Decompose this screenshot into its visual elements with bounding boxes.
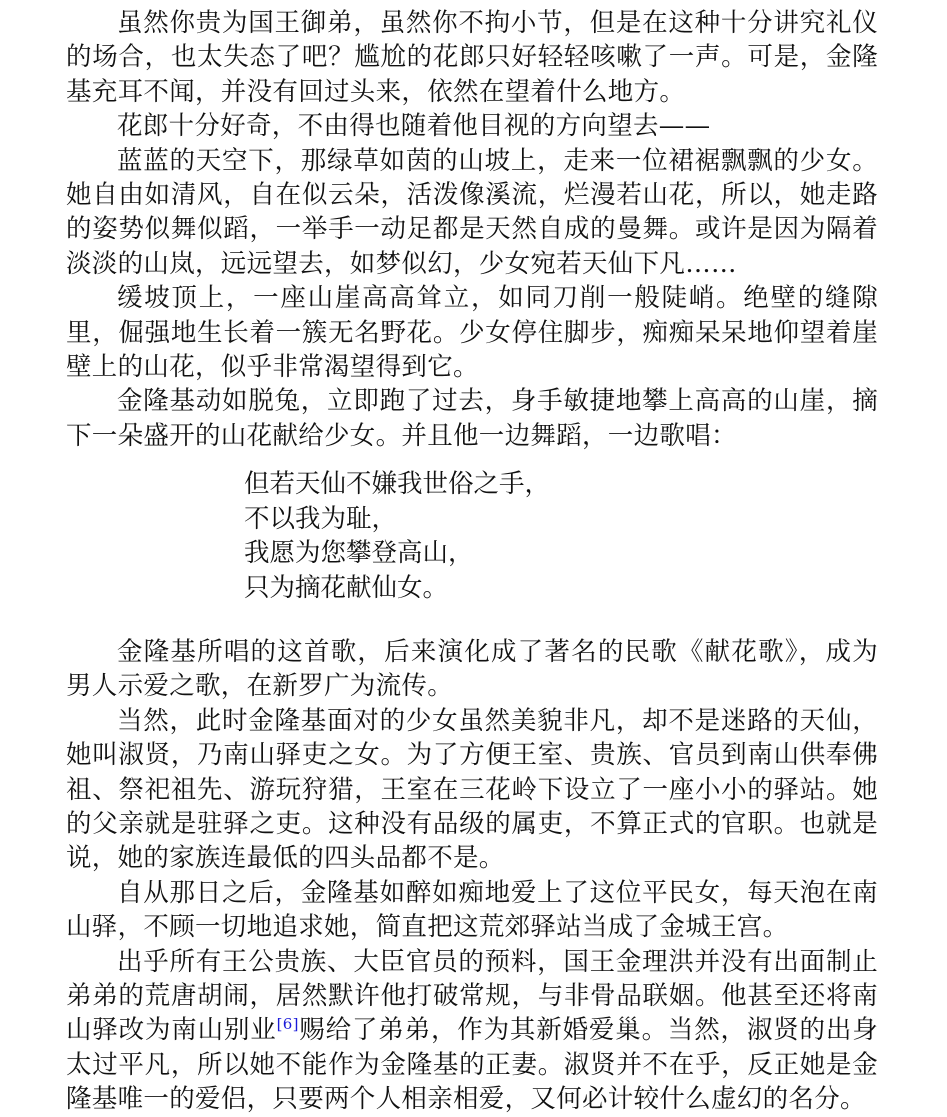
paragraph-with-footnote — [66, 945, 878, 1117]
paragraph: 缓坡顶上，一座山崖高高耸立，如同刀削一般陡峭。绝壁的缝隙里，倔强地生长着一簇无名野花。少女停住脚步，痴痴呆呆地仰望着崖壁上的山花，似乎非常渴望得到它。 — [66, 283, 878, 383]
verse-line: 我愿为您攀登高山， — [244, 538, 474, 569]
paragraph: 自从那日之后，金隆基如醉如痴地爱上了这位平民女，每天泡在南山驿，不顾一切地追求她，简直把这荒郊驿站当成了金城王宫。 — [66, 877, 878, 943]
paragraph: 当然，此时金隆基面对的少女虽然美貌非凡，却不是迷路的天仙，她叫淑贤，乃南山驿吏之女。为了方便王室、贵族、官员到南山供奉佛祖、祭祀祖先、游玩狩猎，王室在三花岭下设立了一座小小的驿站。她的父亲就是驻驿之吏。这种没有品级的属吏，不算正式的官职。也就是说，她的家族连最低的四头品都不是。 — [66, 705, 878, 874]
paragraph: 金隆基动如脱兔，立即跑了过去，身手敏捷地攀上高高的山崖，摘下一朵盛开的山花献给少女。并且他一边舞蹈，一边歌唱： — [66, 386, 878, 451]
verse-line: 只为摘花献仙女。 — [244, 572, 449, 603]
paragraph: 花郎十分好奇，不由得也随着他目视的方向望去—— — [117, 111, 711, 142]
footnote-link[interactable]: [6] — [276, 1015, 299, 1034]
paragraph: 蓝蓝的天空下，那绿草如茵的山坡上，走来一位裙裾飘飘的少女。她自由如清风，自在似云朵，活泼像溪流，烂漫若山花，所以，她走路的姿势似舞似蹈，一举手一动足都是天然自成的曼舞。或许是因为隔着淡淡的山岚，远远望去，如梦似幻，少女宛若天仙下凡…… — [66, 145, 878, 279]
verse-line: 但若天仙不嫌我世俗之手， — [244, 469, 551, 500]
document-page — [66, 6, 878, 1117]
paragraph-text-after-footnote: 赐给了弟弟，作为其新婚爱巢。当然，淑贤的出身太过平凡，所以她不能作为金隆基的正妻。淑贤并不在乎，反正她是金隆基唯一的爱侣，只要两个人相亲相爱，又何必计较什么虚幻的名分。 — [66, 1015, 878, 1115]
paragraph: 虽然你贵为国王御弟，虽然你不拘小节，但是在这种十分讲究礼仪的场合，也太失态了吧？尴尬的花郎只好轻轻咳嗽了一声。可是，金隆基充耳不闻，并没有回过头来，依然在望着什么地方。 — [66, 8, 878, 107]
song-verse — [244, 467, 878, 605]
verse-line: 不以我为耻， — [244, 503, 398, 534]
paragraph-text-before-footnote: 出乎所有王公贵族、大臣官员的预料，国王金理洪并没有出面制止弟弟的荒唐胡闹，居然默许他打破常规，与非骨品联姻。他甚至还将南山驿改为南山别业 — [66, 946, 878, 1046]
paragraph: 金隆基所唱的这首歌，后来演化成了著名的民歌《献花歌》，成为男人示爱之歌，在新罗广为流传。 — [66, 636, 878, 702]
